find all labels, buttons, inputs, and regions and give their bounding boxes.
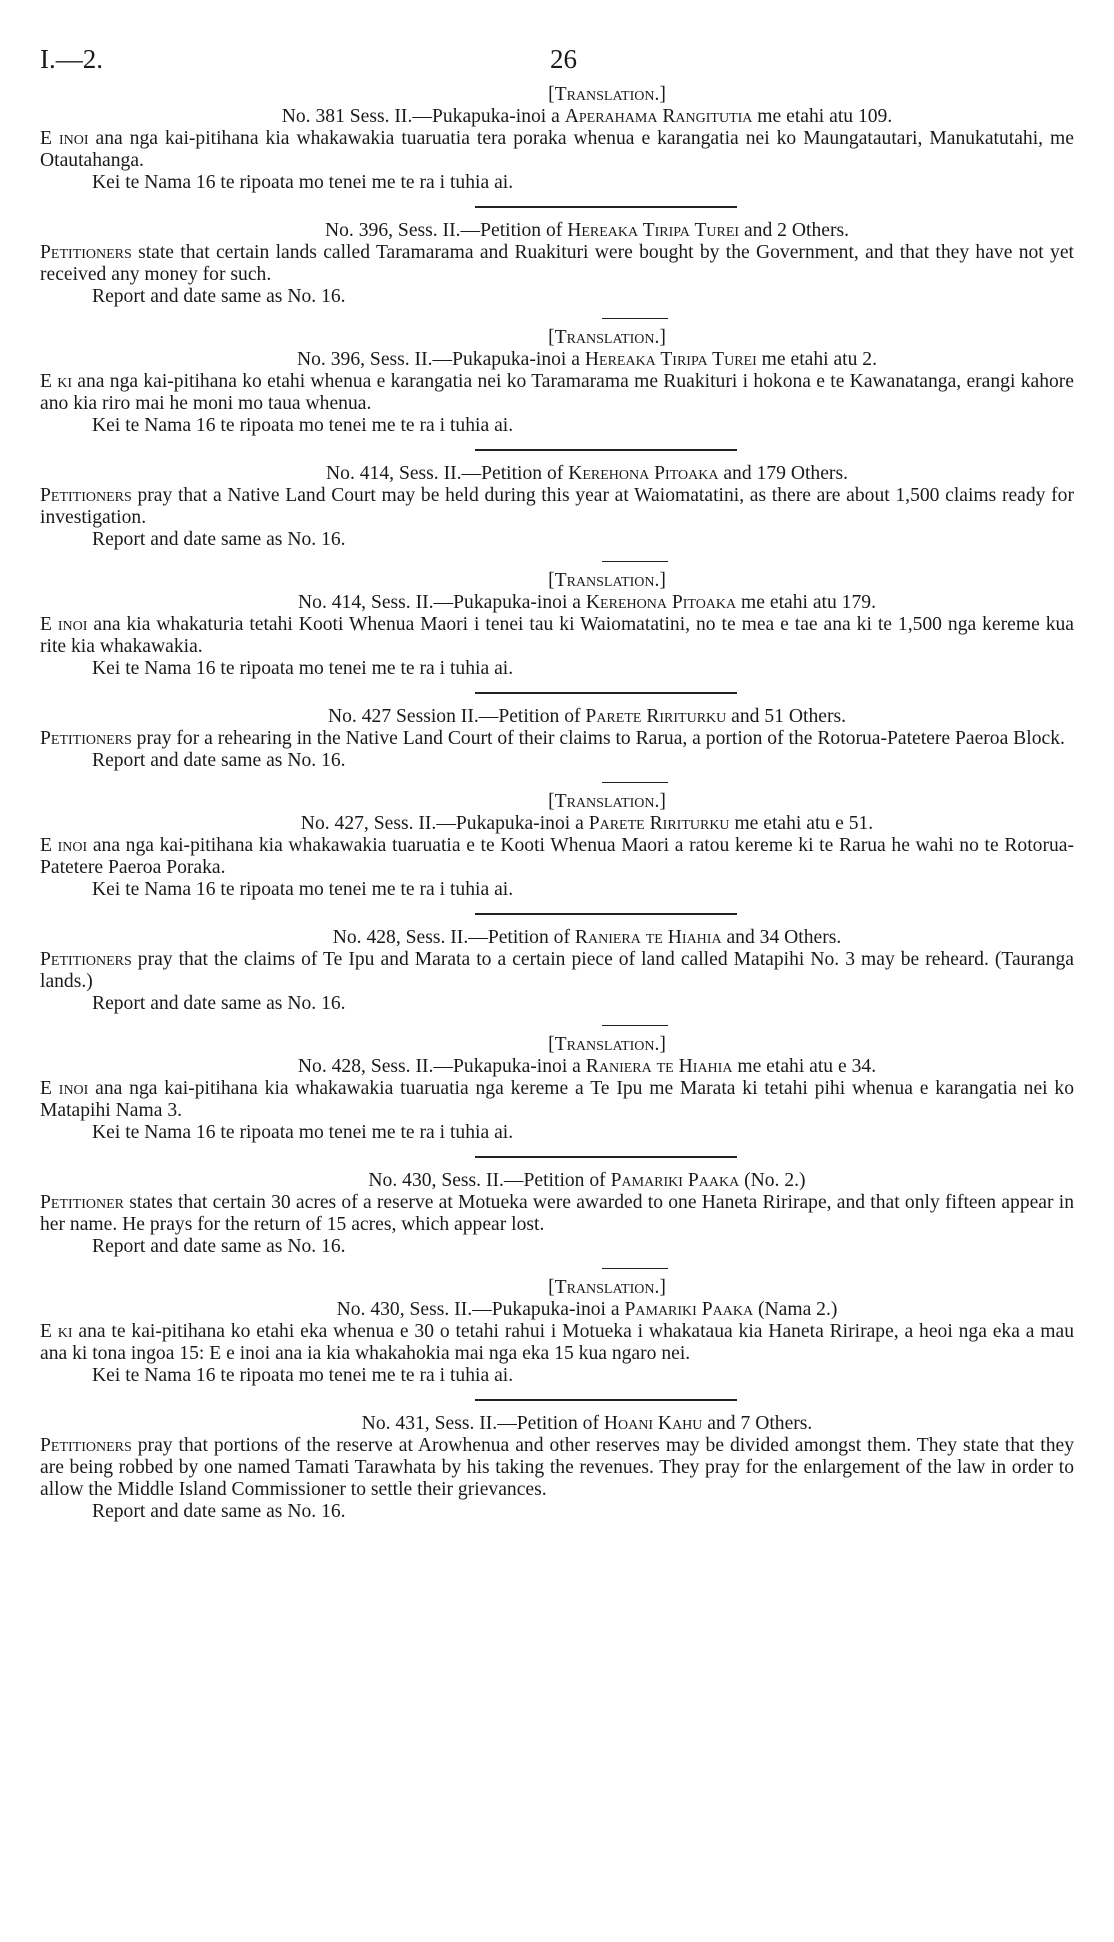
translation-label: [Translation.]: [548, 1276, 666, 1298]
petition-translation-414: [40, 570, 1074, 680]
petition-closing: Report and date same as No. 16.: [92, 992, 346, 1014]
petition-translation-381: [40, 84, 1074, 194]
section-divider: [475, 1399, 737, 1401]
petition-body: E inoi ana nga kai-pitihana kia whakawakia tuaruatia e te Kooti Whenua Maori a ratou kereme ki te Rarua he wahi no te Rotorua-Patetere Paeroa Poraka.: [40, 834, 1074, 878]
petition-396: [40, 220, 1074, 308]
translation-divider: [602, 318, 668, 319]
petition-heading: No. 396, Sess. II.—Petition of Hereaka Tiripa Turei and 2 Others.: [324, 219, 849, 241]
translation-divider: [602, 782, 668, 783]
section-divider: [475, 1156, 737, 1158]
paper-reference: I.—2.: [40, 44, 103, 74]
petition-body: Petitioners pray for a rehearing in the Native Land Court of their claims to Rarua, a portion of the Rotorua-Patetere Paeroa Block.: [40, 727, 1065, 749]
petition-translation-427: [40, 791, 1074, 901]
petition-body: E ki ana nga kai-pitihana ko etahi whenua e karangatia nei ko Taramarama me Ruakituri i hokona e te Kawanatanga, erangi kahore ano kia riro mai he moni mo taua whenua.: [40, 370, 1075, 414]
translation-divider: [602, 1268, 668, 1269]
petition-body: Petitioners pray that portions of the reserve at Arowhenua and other reserves may be divided amongst them. They state that they are being robbed by one named Tamati Tarawhata by his taking the revenues. They pray for the enlargement of the law in order to allow the Middle Island Commissioner to settle their grievances.: [40, 1434, 1074, 1500]
petition-closing: Kei te Nama 16 te ripoata mo tenei me te ra i tuhia ai.: [92, 172, 514, 193]
petition-translation-396: [40, 327, 1074, 437]
petition-closing: Kei te Nama 16 te ripoata mo tenei me te ra i tuhia ai.: [92, 657, 514, 679]
petition-closing: Kei te Nama 16 te ripoata mo tenei me te ra i tuhia ai.: [92, 1364, 514, 1386]
translation-label: [Translation.]: [548, 790, 666, 812]
petition-translation-428: [40, 1034, 1074, 1144]
petition-430: [40, 1170, 1074, 1258]
petition-heading: No. 430, Sess. II.—Pukapuka-inoi a Pamariki Paaka (Nama 2.): [336, 1298, 838, 1320]
petition-427: [40, 706, 1074, 772]
petition-heading: No. 427 Session II.—Petition of Parete Ririturku and 51 Others.: [327, 705, 846, 727]
petition-heading: No. 396, Sess. II.—Pukapuka-inoi a Hereaka Tiripa Turei me etahi atu 2.: [296, 348, 878, 370]
petition-heading: No. 381 Sess. II.—Pukapuka-inoi a Aperahama Rangitutia me etahi atu 109.: [281, 106, 893, 127]
translation-label: [Translation.]: [548, 1033, 666, 1055]
petition-closing: Report and date same as No. 16.: [92, 1235, 346, 1257]
petition-431: [40, 1413, 1074, 1523]
petition-heading: No. 428, Sess. II.—Pukapuka-inoi a Raniera te Hiahia me etahi atu e 34.: [297, 1055, 877, 1077]
petition-closing: Report and date same as No. 16.: [92, 528, 346, 550]
petition-closing: Report and date same as No. 16.: [92, 1500, 346, 1522]
petition-428: [40, 927, 1074, 1015]
petition-heading: No. 428, Sess. II.—Petition of Raniera te Hiahia and 34 Others.: [332, 926, 842, 948]
petition-closing: Report and date same as No. 16.: [92, 285, 346, 307]
petition-closing: Kei te Nama 16 te ripoata mo tenei me te ra i tuhia ai.: [92, 414, 514, 436]
petition-closing: Report and date same as No. 16.: [92, 749, 346, 771]
petition-heading: No. 430, Sess. II.—Petition of Pamariki Paaka (No. 2.): [368, 1169, 806, 1191]
petition-body: Petitioner states that certain 30 acres of a reserve at Motueka were awarded to one Haneta Ririrape, and that only fifteen appear in her name. He prays for the return of 15 acres, which appear lost.: [40, 1191, 1074, 1235]
section-divider: [475, 692, 737, 694]
petition-body: E inoi ana kia whakaturia tetahi Kooti Whenua Maori i tenei tau ki Waiomatatini, no te mea e tae ana ki te 1,500 nga kereme kua rite kia whakawakia.: [40, 613, 1074, 657]
translation-label: [Translation.]: [548, 326, 666, 348]
petition-translation-430: [40, 1277, 1074, 1387]
petition-body: Petitioners state that certain lands called Taramarama and Ruakituri were bought by the Government, and that they have not yet received any money for such.: [40, 241, 1074, 285]
petition-body: E inoi ana nga kai-pitihana kia whakawakia tuaruatia nga kereme a Te Ipu me Marata ki tetahi pihi whenua e karangatia nei ko Matapihi Nama 3.: [40, 1077, 1074, 1121]
section-divider: [475, 449, 737, 451]
petition-closing: Kei te Nama 16 te ripoata mo tenei me te ra i tuhia ai.: [92, 878, 514, 900]
petition-heading: No. 414, Sess. II.—Pukapuka-inoi a Kerehona Pitoaka me etahi atu 179.: [298, 591, 876, 613]
page-header: [40, 44, 1074, 78]
petition-414: [40, 463, 1074, 551]
petition-body: Petitioners pray that the claims of Te Ipu and Marata to a certain piece of land called Matapihi No. 3 may be reheard. (Tauranga lands.): [40, 948, 1074, 992]
petition-body: E inoi ana nga kai-pitihana kia whakawakia tuaruatia tera poraka whenua e karangatia nei ko Maungatautari, Manukatutahi, me Otautahanga.: [40, 128, 1074, 171]
page-number: 26: [550, 44, 577, 74]
section-divider: [475, 913, 737, 915]
petition-body: Petitioners pray that a Native Land Court may be held during this year at Waiomatatini, as there are about 1,500 claims ready for investigation.: [40, 484, 1074, 528]
translation-label: [Translation.]: [548, 84, 666, 105]
section-divider: [475, 206, 737, 208]
document-body: [40, 84, 1074, 1523]
petition-heading: No. 427, Sess. II.—Pukapuka-inoi a Parete Ririturku me etahi atu e 51.: [300, 812, 874, 834]
translation-divider: [602, 1025, 668, 1026]
translation-divider: [602, 561, 668, 562]
translation-label: [Translation.]: [548, 569, 666, 591]
petition-body: E ki ana te kai-pitihana ko etahi eka whenua e 30 o tetahi rahui i Motueka i whakataua kia Haneta Ririrape, a heoi nga eka a mau ana ki tona ingoa 15: E e inoi ana ia kia whakahokia mai nga eka 15 kua ngaro nei.: [40, 1320, 1075, 1364]
petition-closing: Kei te Nama 16 te ripoata mo tenei me te ra i tuhia ai.: [92, 1121, 514, 1143]
petition-heading: No. 414, Sess. II.—Petition of Kerehona Pitoaka and 179 Others.: [326, 462, 848, 484]
petition-heading: No. 431, Sess. II.—Petition of Hoani Kahu and 7 Others.: [361, 1412, 813, 1434]
